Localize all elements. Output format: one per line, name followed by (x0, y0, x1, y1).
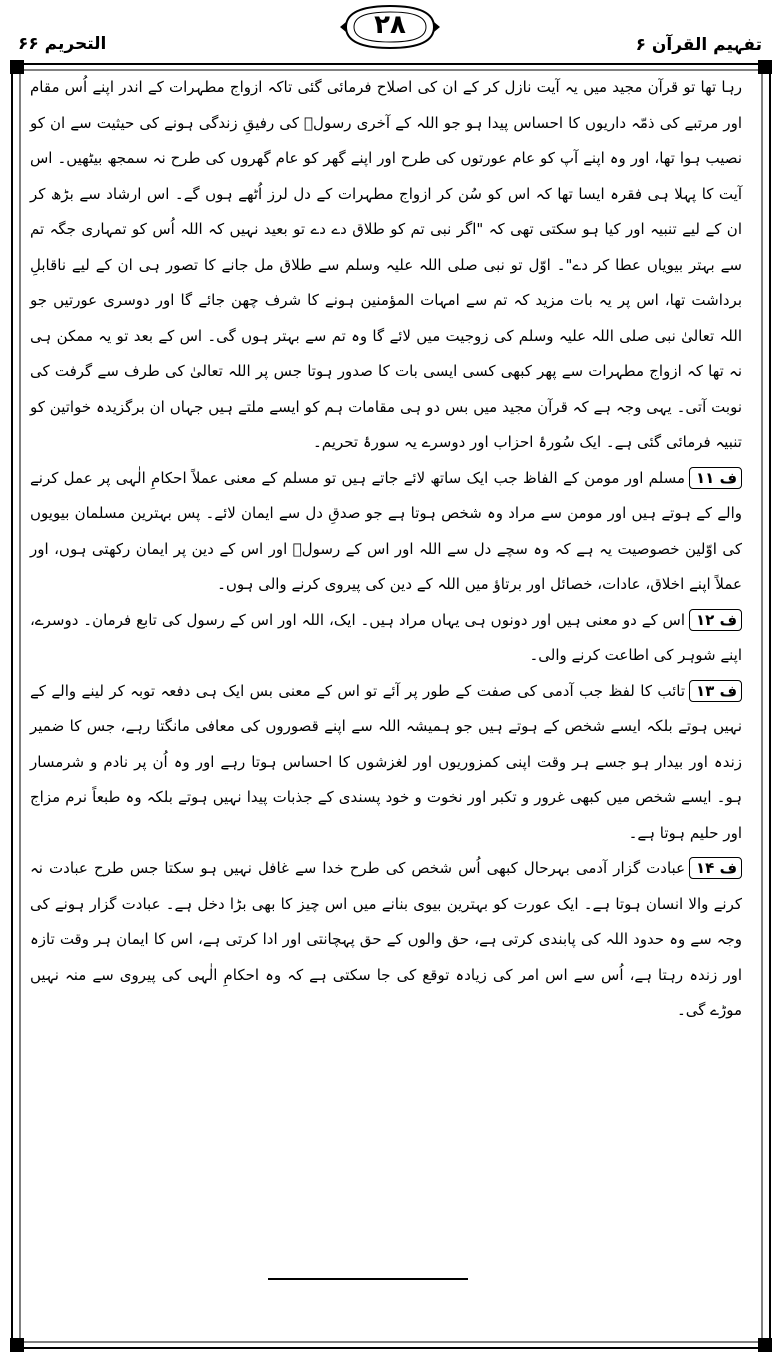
page-body (30, 70, 742, 1340)
footnote-12-text: اس کے دو معنی ہیں اور دونوں ہی یہاں مراد ہیں۔ ایک، اللہ اور اس کے رسول کی تابع فرمان۔ دوسرے، اپنے شوہر کی اطاعت کرنے والی۔ (30, 610, 742, 664)
footnote-marker-14: ف ۱۴ (689, 857, 742, 879)
end-divider (268, 1278, 468, 1280)
footnote-12 (30, 603, 742, 674)
page-header (0, 0, 784, 62)
footnote-11 (30, 461, 742, 603)
main-paragraph: رہا تھا تو قرآن مجید میں یہ آیت نازل کر کے ان کی اصلاح فرمائی گئی تاکہ ازواج مطہرات کے اندر اپنے اُس مقام اور مرتبے کی ذمّہ داریوں کا احساس پیدا ہو جو اللہ کے آخری رسولؐ کی رفیقِ زندگی ہونے کی حیثیت سے ان کو نصیب ہوا تھا، اور وہ اپنے آپ کو عام عورتوں کی طرح اور اپنے گھر کو عام گھروں کی طرح نہ سمجھ بیٹھیں۔ اس آیت کا پہلا ہی فقرہ ایسا تھا کہ اس کو سُن کر ازواج مطہرات کے دل لرز اُٹھے ہوں گے۔ اس ارشاد سے بڑھ کر ان کے لیے تنبیہ اور کیا ہو سکتی تھی کہ "اگر نبی تم کو طلاق دے دے تو بعید نہیں کہ اللہ اُس کو تمہاری جگہ تم سے بہتر بیویاں عطا کر دے"۔ اوّل تو نبی صلی اللہ علیہ وسلم سے طلاق مل جانے کا تصور ہی ان کے لیے ناقابلِ برداشت تھا، اس پر یہ بات مزید کہ تم سے امہات المؤمنین ہونے کا شرف چھن جائے گا اور دوسری عورتیں جو اللہ تعالیٰ نبی صلی اللہ علیہ وسلم کی زوجیت میں لائے گا وہ تم سے بہتر ہوں گی۔ اس کے بعد تو یہ ممکن ہی نہ تھا کہ ازواج مطہرات سے پھر کبھی کسی ایسی بات کا صدور ہوتا جس پر اللہ تعالیٰ کی طرف سے گرفت کی نوبت آتی۔ یہی وجہ ہے کہ قرآن مجید میں بس دو ہی مقامات ہم کو ایسے ملتے ہیں جہاں ان برگزیدہ خواتین کو تنبیہ فرمائی گئی ہے۔ ایک سُورۂ احزاب اور دوسرے یہ سورۂ تحریم۔ (30, 78, 742, 451)
footnote-13-text: تائب کا لفظ جب آدمی کی صفت کے طور پر آئے تو اس کے معنی بس ایک ہی دفعہ توبہ کر لینے والے کے نہیں ہوتے بلکہ ایسے شخص کے ہوتے ہیں جو ہمیشہ اللہ سے اپنے قصوروں کی معافی مانگتا رہے، جس کا ضمیر زندہ اور بیدار ہو جسے ہر وقت اپنی کمزوریوں اور لغزشوں کا احساس ہوتا رہے اور وہ اُن پر نادم و شرمسار ہو۔ ایسے شخص میں کبھی غرور و تکبر اور نخوت و خود پسندی کے جذبات پیدا نہیں ہوتے بلکہ وہ طبعاً نرم مزاج اور حلیم ہوتا ہے۔ (30, 681, 742, 842)
page-number: ۲۸ (374, 10, 406, 40)
footnote-14-text: عبادت گزار آدمی بہرحال کبھی اُس شخص کی طرح خدا سے غافل نہیں ہو سکتا جس طرح عبادت نہ کرنے والا انسان ہوتا ہے۔ ایک عورت کو بہترین بیوی بنانے میں اس چیز کا بھی بڑا دخل ہے۔ عبادت گزار ہونے کی وجہ سے وہ حدود اللہ کی پابندی کرتی ہے، حق والوں کے حق پہچانتی اور ادا کرتی ہے، اس کا ایمان ہر وقت تازہ اور زندہ رہتا ہے، اُس سے اس امر کی زیادہ توقع کی جا سکتی ہے کہ وہ احکامِ الٰہی کی پیروی سے منہ نہیں موڑے گی۔ (30, 859, 742, 1019)
footnote-marker-13: ف ۱۳ (689, 680, 742, 702)
footnote-13 (30, 674, 742, 852)
running-head-surah: التحریم ۶۶ (18, 34, 107, 54)
running-head-book: تفہیم القرآن ۶ (635, 35, 762, 55)
footnote-11-text: مسلم اور مومن کے الفاظ جب ایک ساتھ لائے جاتے ہیں تو مسلم کے معنی عملاً احکامِ الٰہی پر عمل کرنے والے کے ہوتے ہیں اور مومن سے مراد وہ شخص ہوتا ہے جو صدقِ دل سے ایمان لائے۔ پس بہترین مسلمان بیویوں کی اوّلین خصوصیت یہ ہے کہ وہ سچے دل سے اللہ اور اس کے رسولؐ اور اس کے دین پر ایمان رکھتی ہوں، اور عملاً اپنے اخلاق، عادات، خصائل اور برتاؤ میں اللہ کے دین کی پیروی کرنے والی ہوں۔ (30, 468, 742, 593)
footnote-14 (30, 851, 742, 1029)
footnote-marker-12: ف ۱۲ (689, 609, 742, 631)
footnote-marker-11: ف ۱۱ (689, 467, 742, 489)
